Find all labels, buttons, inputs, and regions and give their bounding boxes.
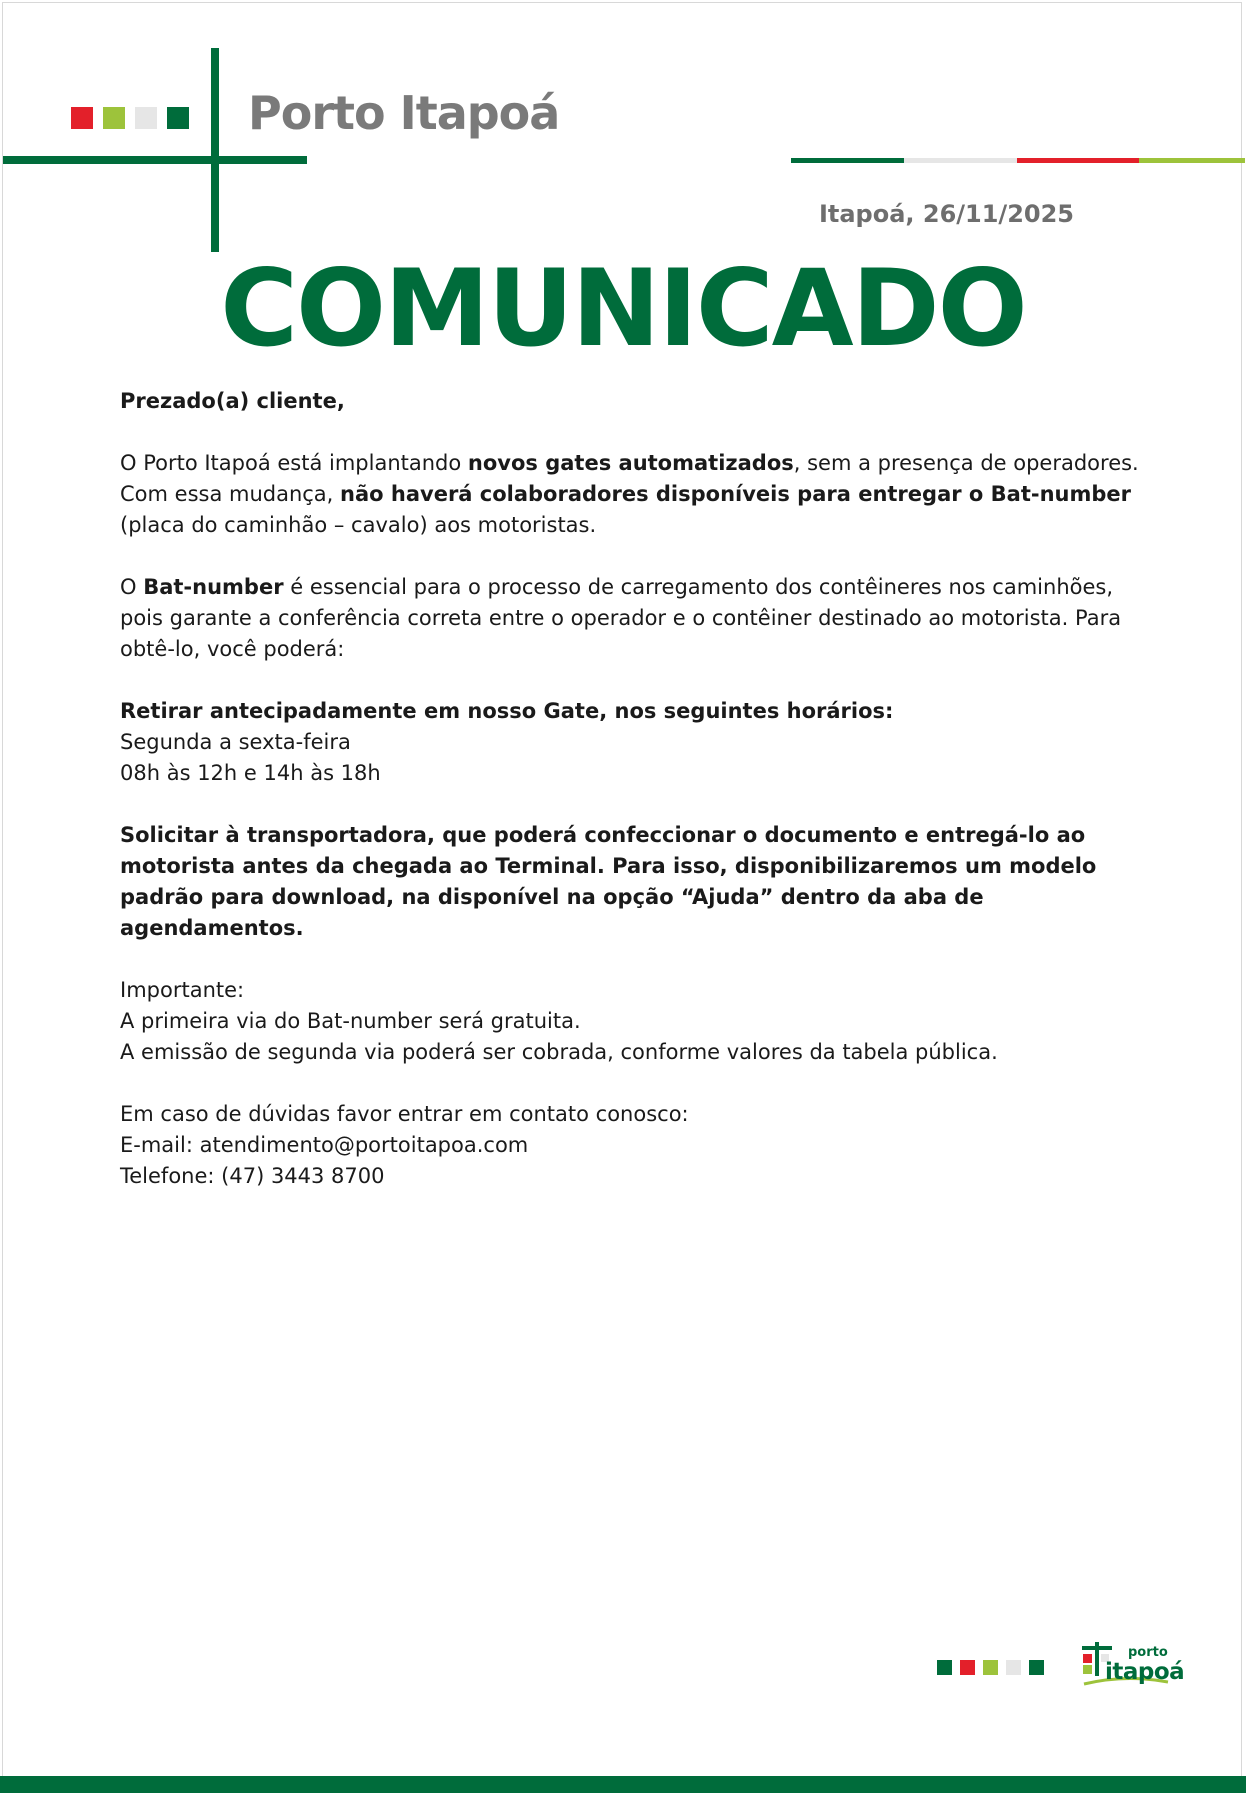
p1-text-d: Com essa mudança,	[120, 482, 341, 506]
stripe-gray	[904, 158, 1017, 163]
footer-square-green-1	[937, 1660, 952, 1675]
paragraph-bat-number	[120, 572, 1160, 665]
footer-square-gray	[1006, 1660, 1021, 1675]
important-label: Importante:	[120, 978, 245, 1002]
greeting: Prezado(a) cliente,	[120, 389, 345, 413]
document-date: Itapoá, 26/11/2025	[818, 200, 1074, 228]
contact-section	[120, 1099, 1160, 1192]
stripe-red	[1017, 158, 1139, 163]
letter-body	[120, 386, 1160, 1223]
footer-square-green-2	[1029, 1660, 1044, 1675]
option-gate-heading: Retirar antecipadamente em nosso Gate, nos seguintes horários:	[120, 699, 894, 723]
brand-title: Porto Itapoá	[248, 86, 560, 140]
p1-text-f: (placa do caminhão – cavalo) aos motoristas.	[120, 513, 597, 537]
important-section	[120, 975, 1160, 1068]
stripe-lime	[1139, 158, 1245, 163]
header-square-lime	[103, 107, 125, 129]
stripe-green	[791, 158, 904, 163]
option-gate	[120, 696, 1160, 789]
p2-text-a: O	[120, 575, 144, 599]
header-square-red	[71, 107, 93, 129]
footer-square-red	[960, 1660, 975, 1675]
p1-text-a: O Porto Itapoá está implantando	[120, 451, 468, 475]
p1-bold-e: não haverá colaboradores disponíveis para entregar o Bat-number	[340, 482, 1131, 506]
contact-email: E-mail: atendimento@portoitapoa.com	[120, 1133, 529, 1157]
p2-text-c: é essencial para o processo de carregamento dos contêineres nos caminhões, pois garante a conferência correta entre o operador e o contêiner destinado ao motorista. Para obtê-lo, você poderá:	[120, 575, 1122, 661]
header-square-green	[167, 107, 189, 129]
important-line-2: A emissão de segunda via poderá ser cobrada, conforme valores da tabela pública.	[120, 1040, 998, 1064]
porto-itapoa-logo	[1080, 1640, 1185, 1692]
contact-phone: Telefone: (47) 3443 8700	[120, 1164, 385, 1188]
p1-text-c: , sem a presença de operadores.	[793, 451, 1139, 475]
option-transportadora: Solicitar à transportadora, que poderá confeccionar o documento e entregá-lo ao motorista antes da chegada ao Terminal. Para isso, disponibilizaremos um modelo padrão para download, na disponível na opção “Ajuda” dentro da aba de agendamentos.	[120, 823, 1097, 940]
option-gate-days: Segunda a sexta-feira	[120, 730, 351, 754]
paragraph-gates	[120, 448, 1160, 541]
logo-text-porto: porto	[1128, 1645, 1168, 1660]
footer-bar	[0, 1776, 1246, 1793]
footer-square-lime	[983, 1660, 998, 1675]
header-vertical-line	[211, 48, 219, 252]
logo-text-itapoa: itapoá	[1105, 1659, 1185, 1685]
header-square-gray	[135, 107, 157, 129]
p2-bold-b: Bat-number	[143, 575, 284, 599]
option-gate-hours: 08h às 12h e 14h às 18h	[120, 761, 381, 785]
contact-intro: Em caso de dúvidas favor entrar em contato conosco:	[120, 1102, 689, 1126]
header-horizontal-line	[3, 156, 307, 164]
main-title: COMUNICADO	[220, 247, 1026, 370]
p1-bold-b: novos gates automatizados	[467, 451, 794, 475]
important-line-1: A primeira via do Bat-number será gratuita.	[120, 1009, 581, 1033]
